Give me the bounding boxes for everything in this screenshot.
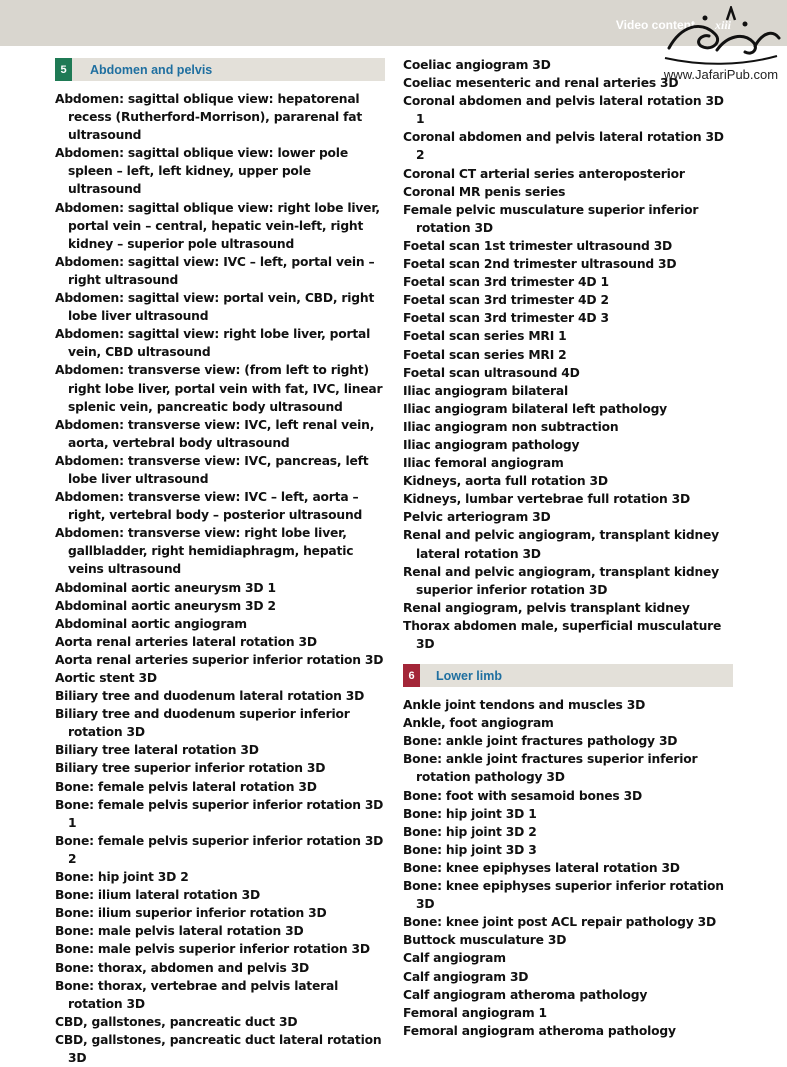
video-list-item[interactable]: Abdominal aortic angiogram	[55, 616, 247, 631]
video-list-item[interactable]: Pelvic arteriogram 3D	[403, 510, 551, 525]
section-title: Lower limb	[436, 668, 502, 683]
section-number-badge: 5	[55, 58, 72, 81]
video-list-item[interactable]: Foetal scan 3rd trimester 4D 2	[403, 293, 609, 308]
video-list-item[interactable]: Abdomen: sagittal oblique view: lower pole spleen – left, left kidney, upper pole ultrasound	[55, 146, 348, 197]
video-list-item[interactable]: Foetal scan ultrasound 4D	[403, 365, 580, 380]
video-list-item[interactable]: Bone: hip joint 3D 2	[55, 870, 189, 885]
video-list-item[interactable]: Foetal scan 2nd trimester ultrasound 3D	[403, 257, 677, 272]
video-list-item[interactable]: Renal and pelvic angiogram, transplant kidney superior inferior rotation 3D	[403, 564, 719, 597]
video-list-item[interactable]: Ankle joint tendons and muscles 3D	[403, 698, 646, 713]
video-list-item[interactable]: Ankle, foot angiogram	[403, 716, 554, 731]
video-list-item[interactable]: Bone: knee epiphyses lateral rotation 3D	[403, 860, 680, 875]
video-list-item[interactable]: Bone: ilium superior inferior rotation 3D	[55, 906, 327, 921]
video-list-item[interactable]: Abdomen: transverse view: (from left to right) right lobe liver, portal vein with fat, IVC, linear splenic vein, pancreatic body ultrasound	[55, 363, 383, 414]
video-list-item[interactable]: Bone: thorax, vertebrae and pelvis lateral rotation 3D	[55, 978, 339, 1011]
video-list-item[interactable]: Renal and pelvic angiogram, transplant kidney lateral rotation 3D	[403, 528, 719, 561]
video-list-item[interactable]: Bone: knee joint post ACL repair pathology 3D	[403, 915, 716, 930]
video-list-item[interactable]: Abdomen: transverse view: IVC, left renal vein, aorta, vertebral body ultrasound	[55, 417, 375, 450]
video-list-item[interactable]: Iliac angiogram bilateral left pathology	[403, 401, 667, 416]
video-list-item[interactable]: Aorta renal arteries lateral rotation 3D	[55, 634, 317, 649]
video-list-item[interactable]: Abdomen: sagittal oblique view: right lobe liver, portal vein – central, hepatic vein-left, right kidney – superior pole ultrasound	[55, 200, 380, 251]
video-list-item[interactable]: Bone: hip joint 3D 3	[403, 842, 537, 857]
video-list-item[interactable]: Foetal scan 3rd trimester 4D 3	[403, 311, 609, 326]
video-list-item[interactable]: Abdomen: transverse view: right lobe liver, gallbladder, right hemidiaphragm, hepatic veins ultrasound	[55, 526, 354, 577]
video-list-item[interactable]: Abdomen: sagittal view: portal vein, CBD, right lobe liver ultrasound	[55, 291, 375, 324]
video-list-item[interactable]: Iliac femoral angiogram	[403, 456, 564, 471]
left-column	[55, 58, 385, 1067]
video-list-item[interactable]: Foetal scan 3rd trimester 4D 1	[403, 275, 609, 290]
video-list-item[interactable]: Abdomen: transverse view: IVC – left, aorta – right, vertebral body – posterior ultrasound	[55, 490, 363, 523]
video-list-item[interactable]: Bone: male pelvis superior inferior rotation 3D	[55, 942, 370, 957]
video-list-item[interactable]: Iliac angiogram pathology	[403, 437, 580, 452]
video-list-item[interactable]: Bone: ankle joint fractures superior inferior rotation pathology 3D	[403, 752, 698, 785]
video-list-item[interactable]: Biliary tree superior inferior rotation 3D	[55, 761, 326, 776]
watermark-url: www.JafariPub.com	[663, 67, 779, 82]
video-list-item[interactable]: Abdomen: sagittal view: right lobe liver, portal vein, CBD ultrasound	[55, 327, 371, 360]
video-list-item[interactable]: Aorta renal arteries superior inferior rotation 3D	[55, 652, 384, 667]
video-list-item[interactable]: Biliary tree and duodenum superior inferior rotation 3D	[55, 707, 350, 740]
video-list-item[interactable]: Aortic stent 3D	[55, 671, 157, 685]
video-list-item[interactable]: Foetal scan series MRI 2	[403, 347, 567, 362]
video-list-item[interactable]: Bone: ankle joint fractures pathology 3D	[403, 734, 678, 749]
video-list-item[interactable]: CBD, gallstones, pancreatic duct lateral rotation 3D	[55, 1032, 382, 1065]
video-list-item[interactable]: Biliary tree lateral rotation 3D	[55, 743, 259, 758]
video-list-item[interactable]: Bone: female pelvis superior inferior rotation 3D 1	[55, 797, 384, 830]
video-list-item[interactable]: Bone: foot with sesamoid bones 3D	[403, 788, 642, 803]
running-header-title: Video content	[615, 18, 695, 32]
video-list-abdomen-pelvis-continued	[403, 56, 733, 653]
video-list-item[interactable]: Coeliac angiogram 3D	[403, 58, 551, 72]
video-list-item[interactable]: Bone: male pelvis lateral rotation 3D	[55, 924, 304, 939]
section-header-lower-limb	[403, 664, 733, 687]
video-list-item[interactable]: Bone: ilium lateral rotation 3D	[55, 888, 261, 903]
video-list-item[interactable]: Abdominal aortic aneurysm 3D 1	[55, 580, 276, 595]
video-list-item[interactable]: Bone: thorax, abdomen and pelvis 3D	[55, 960, 310, 975]
video-list-item[interactable]: Biliary tree and duodenum lateral rotation 3D	[55, 689, 365, 704]
right-column	[403, 56, 733, 1040]
video-list-item[interactable]: Kidneys, aorta full rotation 3D	[403, 474, 608, 489]
video-list-item[interactable]: CBD, gallstones, pancreatic duct 3D	[55, 1014, 298, 1029]
video-list-item[interactable]: Bone: female pelvis lateral rotation 3D	[55, 779, 317, 794]
video-list-item[interactable]: Coronal MR penis series	[403, 184, 566, 199]
video-list-item[interactable]: Bone: hip joint 3D 1	[403, 806, 537, 821]
video-list-item[interactable]: Bone: hip joint 3D 2	[403, 824, 537, 839]
video-list-item[interactable]: Kidneys, lumbar vertebrae full rotation 3D	[403, 492, 691, 507]
video-list-item[interactable]: Foetal scan series MRI 1	[403, 329, 567, 344]
video-list-item[interactable]: Bone: female pelvis superior inferior rotation 3D 2	[55, 833, 384, 866]
video-list-item[interactable]: Bone: knee epiphyses superior inferior rotation 3D	[403, 879, 724, 912]
video-list-item[interactable]: Calf angiogram	[403, 951, 506, 966]
video-list-lower-limb	[403, 696, 733, 1040]
video-list-item[interactable]: Calf angiogram atheroma pathology	[403, 987, 648, 1002]
section-header-abdomen-pelvis	[55, 58, 385, 81]
video-list-item[interactable]: Femoral angiogram 1	[403, 1005, 547, 1020]
video-list-item[interactable]: Foetal scan 1st trimester ultrasound 3D	[403, 238, 673, 253]
video-list-item[interactable]: Coeliac mesenteric and renal arteries 3D	[403, 76, 679, 91]
video-list-abdomen-pelvis	[55, 90, 385, 1067]
video-list-item[interactable]: Coronal CT arterial series anteroposterior	[403, 166, 685, 181]
video-list-item[interactable]: Iliac angiogram non subtraction	[403, 419, 619, 434]
page-number: xiii	[714, 18, 731, 32]
section-title: Abdomen and pelvis	[90, 62, 213, 77]
video-list-item[interactable]: Abdomen: transverse view: IVC, pancreas, left lobe liver ultrasound	[55, 453, 369, 486]
video-list-item[interactable]: Calf angiogram 3D	[403, 969, 529, 984]
video-list-item[interactable]: Abdomen: sagittal oblique view: hepatorenal recess (Rutherford-Morrison), pararenal fat ultrasound	[55, 92, 363, 143]
video-list-item[interactable]: Female pelvic musculature superior inferior rotation 3D	[403, 202, 699, 235]
video-list-item[interactable]: Thorax abdomen male, superficial musculature 3D	[403, 618, 722, 651]
video-list-item[interactable]: Coronal abdomen and pelvis lateral rotation 3D 2	[403, 130, 724, 163]
video-list-item[interactable]: Abdomen: sagittal view: IVC – left, portal vein – right ultrasound	[55, 254, 375, 287]
video-list-item[interactable]: Renal angiogram, pelvis transplant kidney	[403, 600, 690, 615]
video-list-item[interactable]: Femoral angiogram atheroma pathology	[403, 1023, 676, 1038]
video-list-item[interactable]: Abdominal aortic aneurysm 3D 2	[55, 598, 276, 613]
video-list-item[interactable]: Coronal abdomen and pelvis lateral rotation 3D 1	[403, 94, 724, 127]
video-list-item[interactable]: Iliac angiogram bilateral	[403, 383, 568, 398]
video-list-item[interactable]: Buttock musculature 3D	[403, 933, 567, 948]
section-number-badge: 6	[403, 664, 420, 687]
